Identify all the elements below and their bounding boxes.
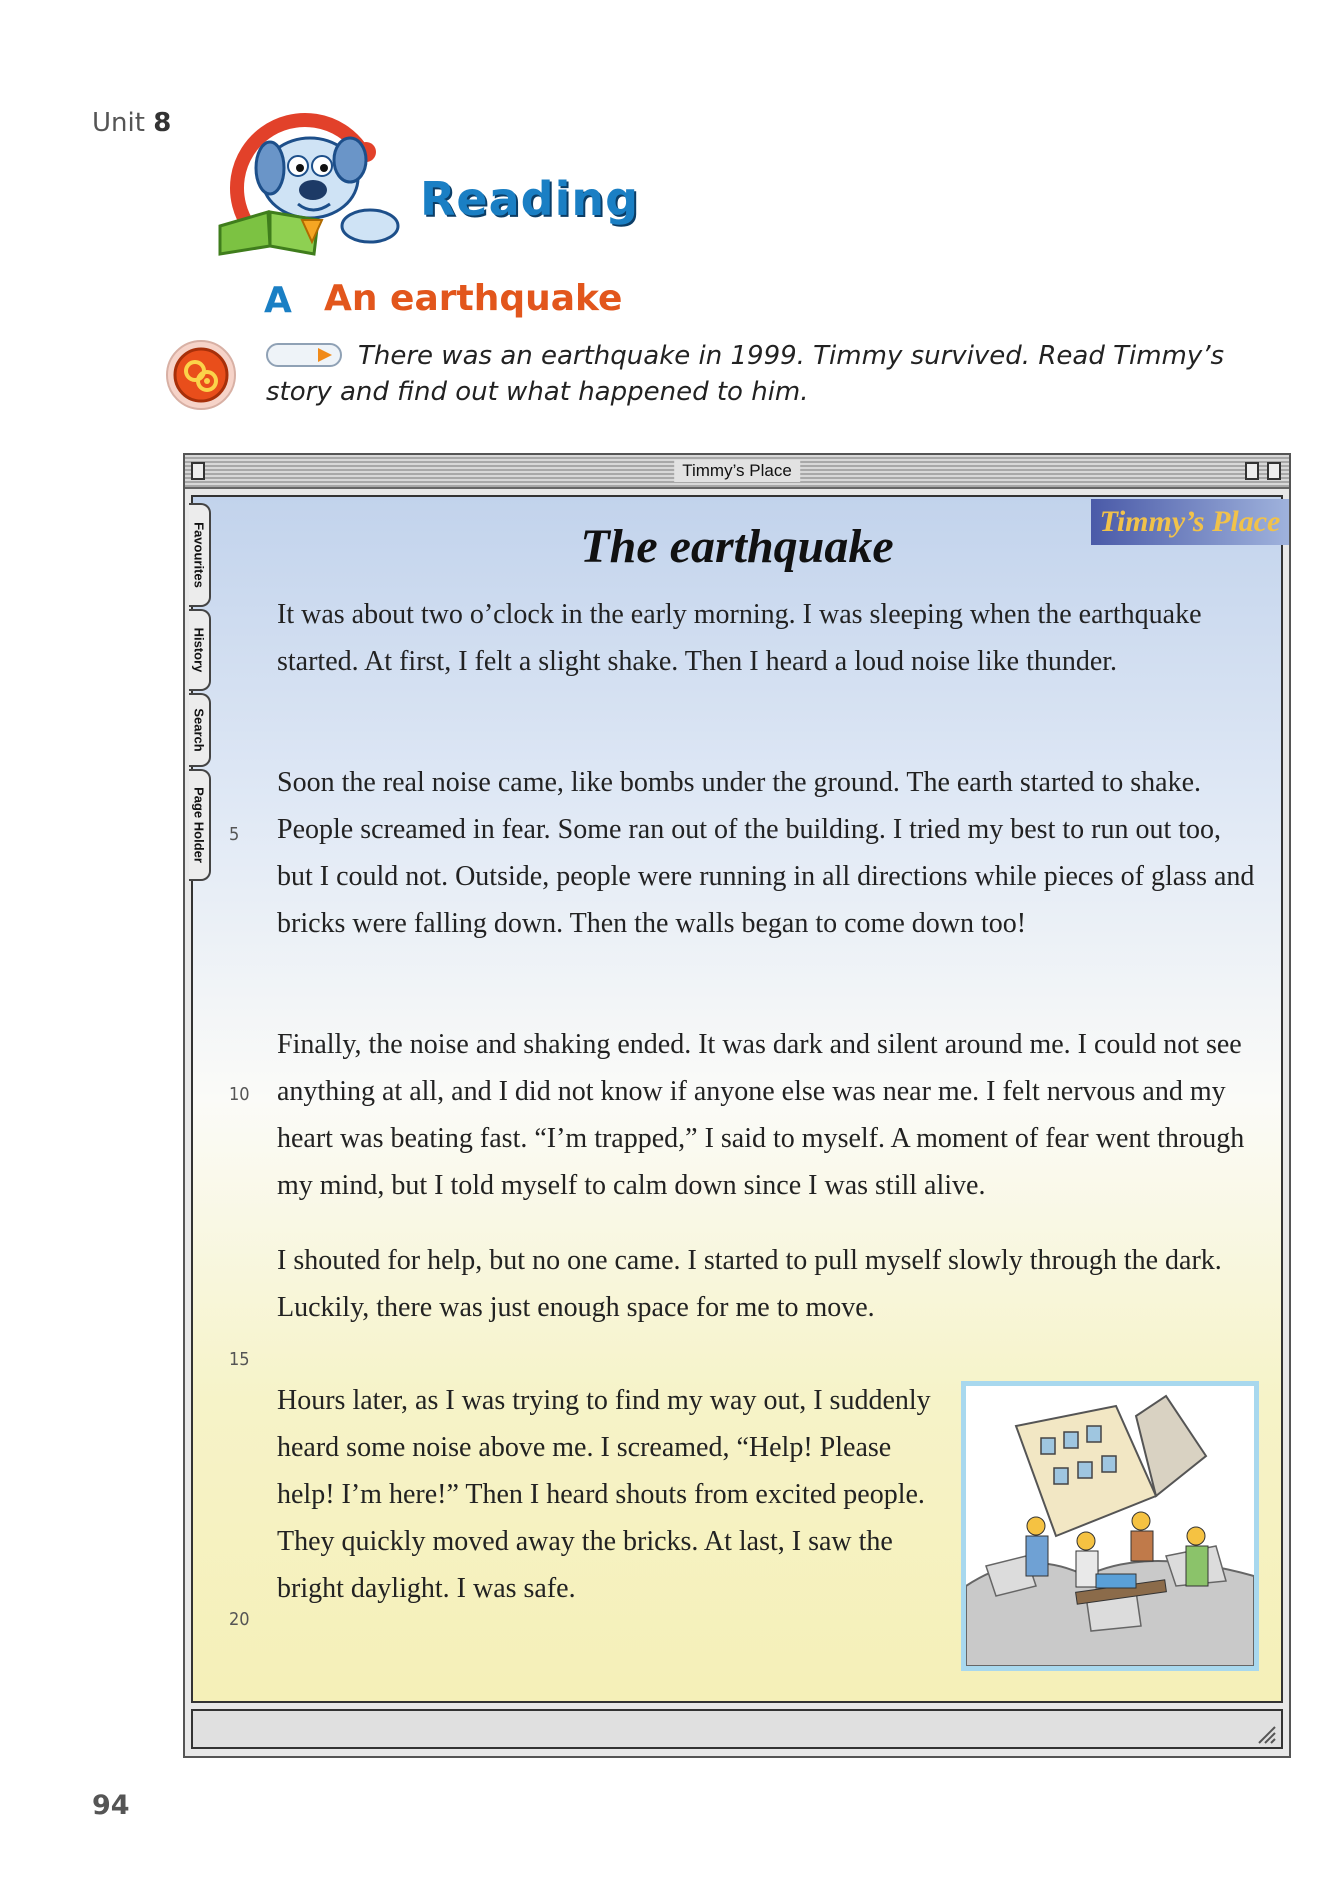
unit-word: Unit [92,108,145,138]
line-number: 5 [229,824,240,845]
audio-cd-icon[interactable] [164,338,238,412]
exercise-letter: A [264,280,292,321]
page-number: 94 [92,1790,130,1821]
collapse-box-icon[interactable] [1267,462,1281,480]
zoom-box-icon[interactable] [1245,462,1259,480]
story-paragraph: Soon the real noise came, like bombs under the ground. The earth started to shake. People screamed in fear. Some ran out of the building. I tried my best to run out too, but I could not. Outside, people were running in all directions while pieces of glass and bricks were falling down. Then the walls began to come down too! [277,767,1255,939]
section-banner: Reading [420,172,640,226]
tab-label: Page Holder [191,787,207,863]
window-content [191,495,1283,1703]
window-statusbar [191,1709,1283,1749]
close-box-icon[interactable] [191,462,205,480]
line-number: 20 [229,1609,250,1630]
tab-label: Favourites [191,522,207,588]
window-title: Timmy’s Place [674,460,800,482]
window-titlebar[interactable] [185,455,1289,489]
site-logo: Timmy’s Place [1091,499,1289,545]
instruction-text: There was an earthquake in 1999. Timmy survived. Read Timmy’s story and find out what happened to him. [266,341,1225,407]
exercise-title: An earthquake [324,278,623,319]
line-number: 15 [229,1349,250,1370]
tab-label: Search [191,708,207,752]
rescue-workers-illustration [961,1381,1259,1671]
dog-with-book-icon [210,108,430,258]
story-paragraph: I shouted for help, but no one came. I started to pull myself slowly through the dark. Luckily, there was just enough space for me to move. [277,1245,1222,1323]
story-paragraph: It was about two o’clock in the early morning. I was sleeping when the earthquake started. At first, I felt a slight shake. Then I heard a loud noise like thunder. [277,599,1202,677]
tab-history[interactable] [189,609,211,691]
tab-page-holder[interactable] [189,769,211,881]
tab-search[interactable] [189,693,211,767]
tab-label: History [191,627,207,673]
unit-label [92,108,171,138]
story-title: The earthquake [580,520,894,573]
resize-grip-icon[interactable] [1255,1723,1277,1745]
story-paragraph: Hours later, as I was trying to find my way out, I suddenly heard some noise above me. I screamed, “Help! Please help! I’m here!” Then I heard shouts from excited people. They quickly moved away the bricks. At last, I saw the bright daylight. I was safe. [277,1385,931,1604]
unit-number: 8 [153,108,172,138]
line-number: 10 [229,1084,250,1105]
story-window [183,453,1291,1758]
story-paragraph: Finally, the noise and shaking ended. It was dark and silent around me. I could not see anything at all, and I did not know if anyone else was near me. I felt nervous and my heart was beating fast. “I’m trapped,” I said to myself. A moment of fear went through my mind, but I told myself to calm down since I was still alive. [277,1029,1245,1201]
